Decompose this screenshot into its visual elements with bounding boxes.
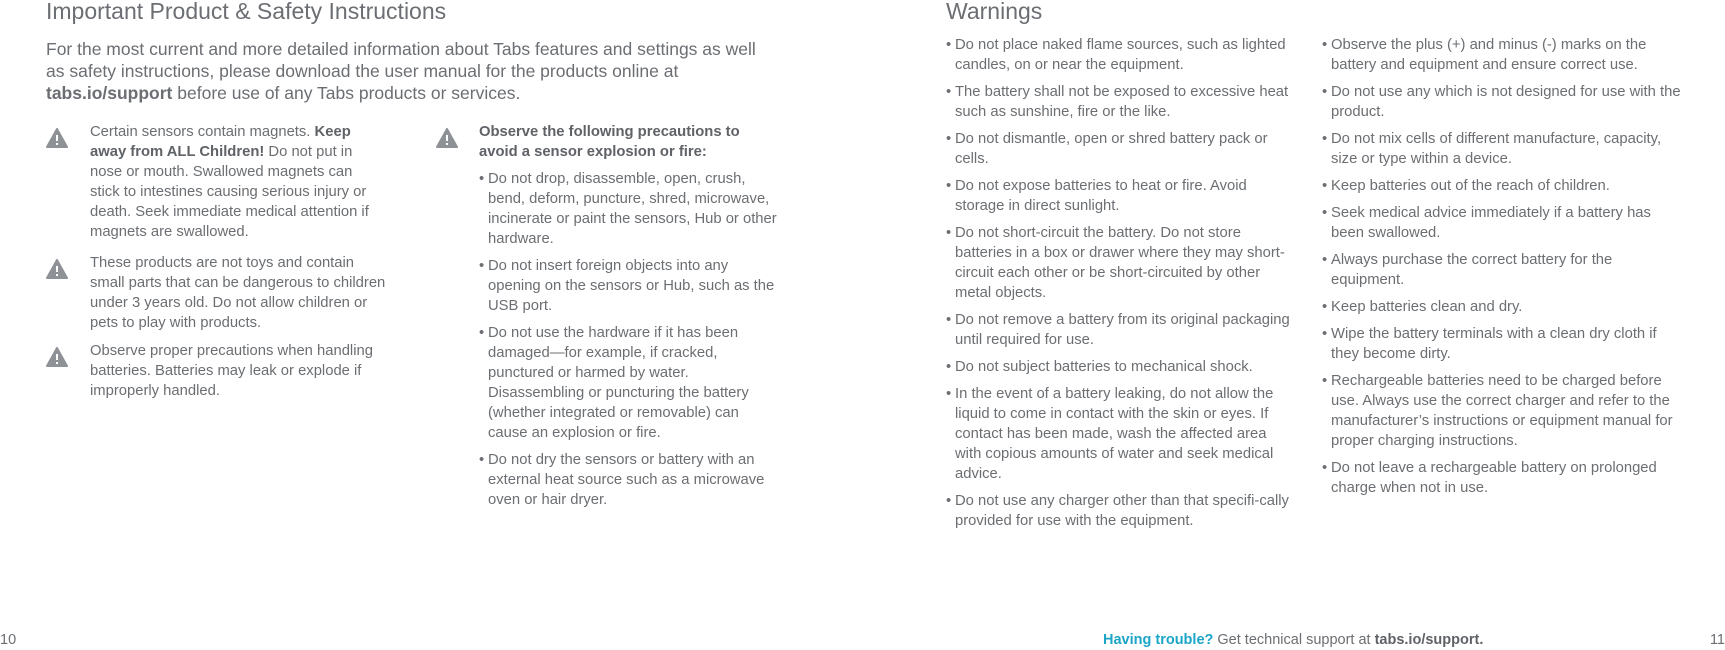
list-item: • Do not use the hardware if it has been damaged—for example, if cracked, punctured or harmed by water. Disassembling or puncturing the battery (whether integrated or removable) can cause an explosion or fire. bbox=[479, 323, 778, 443]
support-text: Get technical support at bbox=[1217, 632, 1371, 648]
list-item: • Keep batteries out of the reach of children. bbox=[1322, 176, 1687, 196]
warning-text bbox=[90, 122, 386, 242]
list-item: • Do not place naked flame sources, such as lighted candles, on or near the equipment. bbox=[946, 35, 1296, 75]
list-item: • Rechargeable batteries need to be charged before use. Always use the correct charger and refer to the manufacturer’s instructions or equipment manual for proper charging instructions. bbox=[1322, 371, 1687, 451]
list-item: • Do not insert foreign objects into any opening on the sensors or Hub, such as the USB port. bbox=[479, 256, 778, 316]
page-title: Important Product & Safety Instructions bbox=[46, 0, 447, 24]
list-item: • Wipe the battery terminals with a clean dry cloth if they become dirty. bbox=[1322, 324, 1687, 364]
list-item: • The battery shall not be exposed to excessive heat such as sunshine, fire or the like. bbox=[946, 82, 1296, 122]
list-item: • Do not remove a battery from its original packaging until required for use. bbox=[946, 310, 1296, 350]
warnings-list-col1 bbox=[946, 35, 1296, 538]
intro-paragraph bbox=[46, 38, 766, 104]
warnings-list-col2 bbox=[1322, 35, 1687, 505]
support-link[interactable]: tabs.io/support bbox=[46, 83, 173, 103]
list-item: • Do not dismantle, open or shred battery pack or cells. bbox=[946, 129, 1296, 169]
page-number-right: 11 bbox=[1709, 632, 1725, 648]
warning-lead: Certain sensors contain magnets. bbox=[90, 124, 311, 140]
list-item: • Do not leave a rechargeable battery on prolonged charge when not in use. bbox=[1322, 458, 1687, 498]
magnet-warning bbox=[46, 122, 386, 242]
warning-tail: Do not put in nose or mouth. Swallowed magnets can stick to intestines causing serious injury or death. Seek immediate medical attention if magnets are swallowed. bbox=[90, 144, 369, 240]
explosion-heading: Observe the following precautions to avoid a sensor explosion or fire: bbox=[479, 124, 740, 160]
warning-triangle-icon bbox=[46, 259, 68, 279]
footer-support-link[interactable]: tabs.io/support. bbox=[1374, 632, 1484, 648]
warning-triangle-icon bbox=[46, 347, 68, 367]
intro-text: For the most current and more detailed information about Tabs features and settings as well as safety instructions, please download the user manual for the products online at bbox=[46, 39, 756, 81]
battery-handling-warning bbox=[46, 341, 386, 401]
warnings-title: Warnings bbox=[946, 0, 1043, 24]
list-item: • Do not mix cells of different manufacture, capacity, size or type within a device. bbox=[1322, 129, 1687, 169]
explosion-content bbox=[479, 122, 778, 510]
support-footer bbox=[1103, 632, 1483, 648]
warning-text: Observe proper precautions when handling batteries. Batteries may leak or explode if improperly handled. bbox=[90, 343, 373, 399]
list-item: • Observe the plus (+) and minus (-) marks on the battery and equipment and ensure correct use. bbox=[1322, 35, 1687, 75]
trouble-label: Having trouble? bbox=[1103, 632, 1214, 648]
list-item: • Keep batteries clean and dry. bbox=[1322, 297, 1687, 317]
list-item: • Do not use any which is not designed for use with the product. bbox=[1322, 82, 1687, 122]
warning-triangle-icon bbox=[436, 128, 458, 148]
list-item: • Always purchase the correct battery for the equipment. bbox=[1322, 250, 1687, 290]
warning-emphasis: Keep away from ALL Children! bbox=[90, 124, 351, 160]
list-item: • Do not expose batteries to heat or fire. Avoid storage in direct sunlight. bbox=[946, 176, 1296, 216]
list-item: • Seek medical advice immediately if a battery has been swallowed. bbox=[1322, 203, 1687, 243]
list-item: • In the event of a battery leaking, do not allow the liquid to come in contact with the skin or eyes. If contact has been made, wash the affected area with copious amounts of water and seek medical advice. bbox=[946, 384, 1296, 484]
explosion-warning bbox=[436, 122, 778, 510]
list-item: • Do not drop, disassemble, open, crush, bend, deform, puncture, shred, microwave, incinerate or paint the sensors, Hub or other hardware. bbox=[479, 169, 778, 249]
warning-text: These products are not toys and contain small parts that can be dangerous to children under 3 years old. Do not allow children or pets to play with products. bbox=[90, 255, 386, 331]
list-item: • Do not dry the sensors or battery with an external heat source such as a microwave oven or hair dryer. bbox=[479, 450, 778, 510]
list-item: • Do not subject batteries to mechanical shock. bbox=[946, 357, 1296, 377]
intro-tail: before use of any Tabs products or services. bbox=[177, 83, 521, 103]
list-item: • Do not short-circuit the battery. Do not store batteries in a box or drawer where they may short-circuit each other or be short-circuited by other metal objects. bbox=[946, 223, 1296, 303]
explosion-list bbox=[479, 169, 778, 510]
warning-triangle-icon bbox=[46, 128, 68, 148]
list-item: • Do not use any charger other than that specifi-cally provided for use with the equipment. bbox=[946, 491, 1296, 531]
small-parts-warning bbox=[46, 253, 386, 333]
page-number-left: 10 bbox=[0, 632, 17, 648]
